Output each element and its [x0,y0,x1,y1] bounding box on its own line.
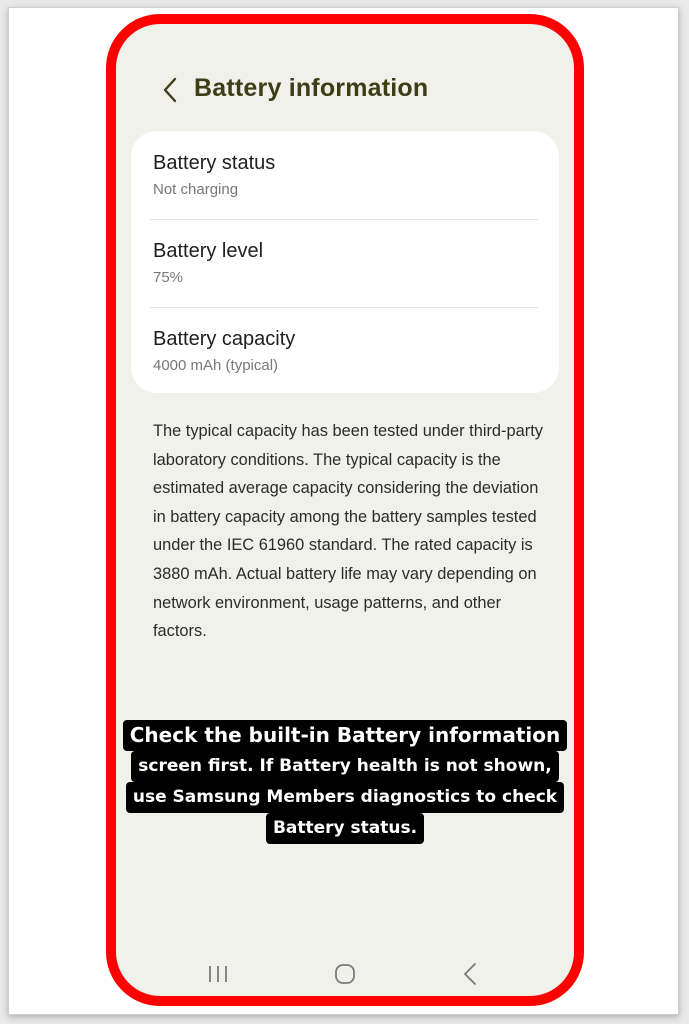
app-header [116,70,574,110]
battery-info-card [131,131,559,393]
battery-capacity-row[interactable] [153,307,539,395]
battery-capacity-label: Battery capacity [153,328,296,350]
capacity-description: The typical capacity has been tested under third-party laboratory conditions. The typical capacity is the estimated average capacity considering the deviation in battery capacity among the battery samples tested under the IEC 61960 standard. The rated capacity is 3880 mAh. Actual battery life may vary depending on network environment, usage patterns, and other factors. [153,422,543,641]
battery-status-value: Not charging [153,181,239,198]
caption-line: screen first. If Battery health is not shown, [131,751,558,782]
home-button[interactable] [320,954,370,994]
back-icon [462,962,478,986]
caption-line: Battery status. [266,813,424,844]
recents-button[interactable] [193,954,243,994]
battery-capacity-value: 4000 mAh (typical) [153,357,279,374]
back-button[interactable] [156,76,184,104]
home-icon [333,962,357,986]
battery-status-label: Battery status [153,152,276,174]
caption-overlay [116,720,574,844]
battery-status-row[interactable] [153,131,539,219]
caption-line: use Samsung Members diagnostics to check [126,782,564,813]
page-title: Battery information [194,74,429,102]
battery-level-row[interactable] [153,219,539,307]
navigation-bar [116,954,574,994]
battery-level-value: 75% [153,269,184,286]
chevron-left-icon [162,77,178,103]
caption-line: Check the built-in Battery information [123,720,568,751]
battery-level-label: Battery level [153,240,264,262]
phone-screen [106,14,584,1006]
nav-back-button[interactable] [445,954,495,994]
recents-icon [207,964,229,984]
